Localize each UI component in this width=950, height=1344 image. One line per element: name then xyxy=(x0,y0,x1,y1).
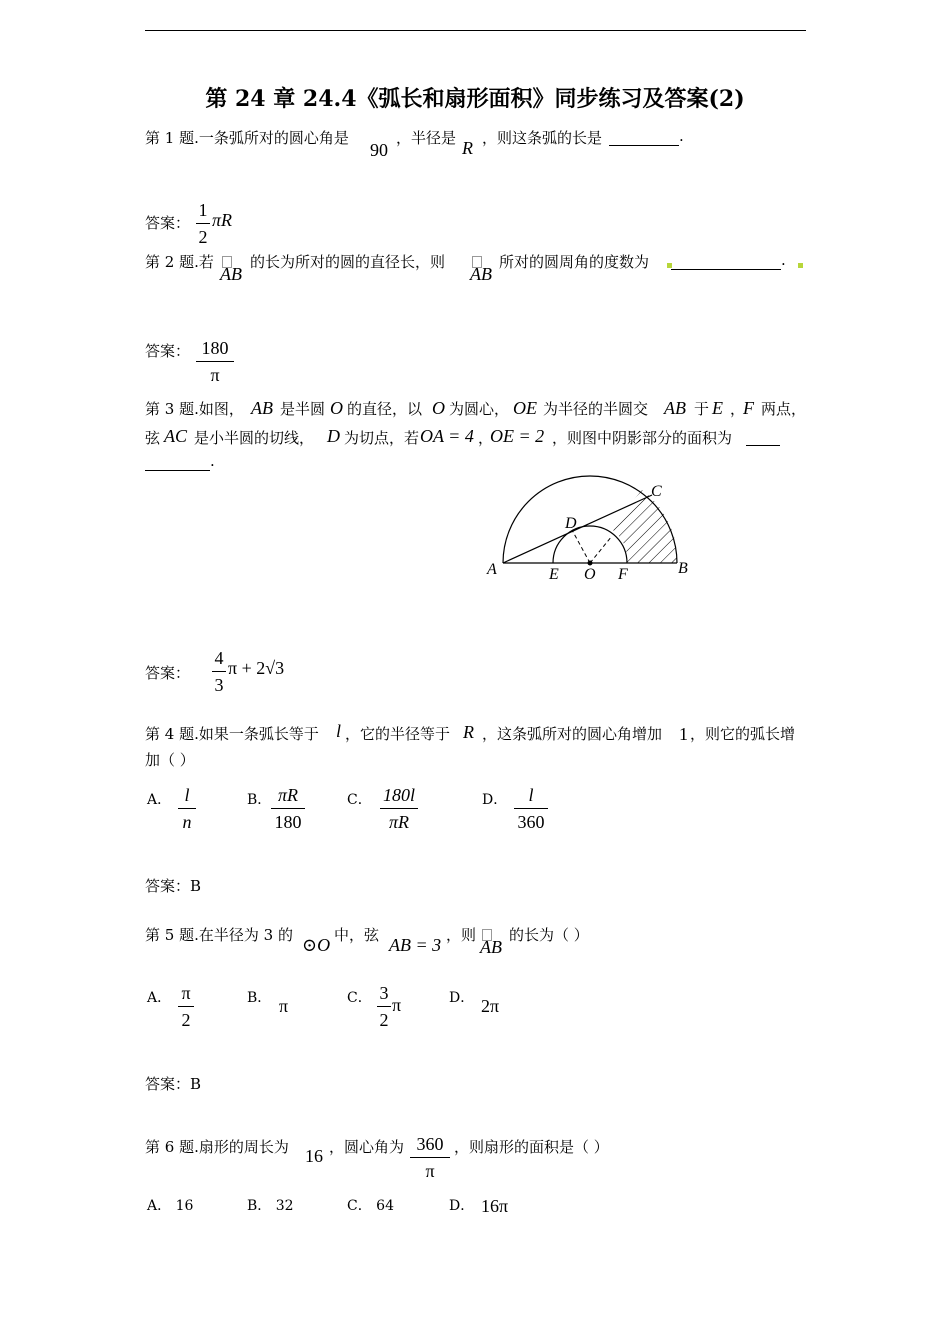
radius-od xyxy=(572,530,590,563)
label-d: D xyxy=(565,515,577,532)
q5-option-a-value: π 2 xyxy=(178,983,194,1030)
q4-label: 第 4 题. xyxy=(145,725,199,743)
q6-option-b[interactable]: B． 32 xyxy=(247,1198,294,1214)
center-o xyxy=(588,561,593,566)
marker-dot xyxy=(798,263,803,268)
q3-figure xyxy=(470,470,710,590)
q4-option-c[interactable]: C． xyxy=(347,792,372,808)
q3-label: 第 3 题. xyxy=(145,400,199,418)
q5-circle-o: ⊙O xyxy=(302,935,331,955)
header-rule xyxy=(145,30,806,31)
q3-answer-fraction: 4 3 xyxy=(212,648,226,695)
label-a: A xyxy=(487,561,497,578)
q1-answer-rest: πR xyxy=(212,210,233,230)
label-b: B xyxy=(678,560,688,577)
q4-option-c-value: 180l πR xyxy=(380,785,418,832)
q5-arc-ab: AB xyxy=(480,937,502,958)
q5-option-a[interactable]: A． xyxy=(147,990,172,1006)
q5-option-b[interactable]: B． xyxy=(247,990,272,1006)
dashed-line xyxy=(590,536,612,563)
q3-answer-label: 答案： xyxy=(145,664,191,682)
q5-label: 第 5 题. xyxy=(145,926,199,944)
q3-answer-rest: π + 2√3 xyxy=(228,658,285,678)
label-f: F xyxy=(618,566,628,583)
q1-answer-label: 答案： xyxy=(145,214,191,232)
q2-answer-fraction: 180 π xyxy=(196,338,234,385)
marker-dot xyxy=(667,263,672,268)
q6-label: 第 6 题. xyxy=(145,1138,199,1156)
q5-option-b-value: π xyxy=(279,996,289,1016)
question-1-text: 第 1 题.一条弧所对的圆心角是 xyxy=(145,129,349,147)
q3-blank-a[interactable] xyxy=(746,427,780,446)
q5-answer-label: 答案： xyxy=(145,1075,191,1093)
q2-answer-label: 答案： xyxy=(145,342,191,360)
q1-angle: 90 xyxy=(370,140,388,160)
q4-option-a-value: l n xyxy=(178,785,196,832)
label-c: C xyxy=(651,483,662,500)
q6-option-a[interactable]: A． 16 xyxy=(147,1198,194,1214)
q3-blank-b[interactable]: . xyxy=(145,452,215,471)
q1-answer-fraction: 1 2 xyxy=(196,200,210,247)
q6-perimeter: 16 xyxy=(305,1146,323,1166)
q5-option-d[interactable]: D． xyxy=(449,990,475,1006)
q4-option-b-value: πR 180 xyxy=(271,785,305,832)
q2-arc-ab: AB xyxy=(220,264,242,285)
q4-answer: B xyxy=(190,877,202,895)
q5-option-c-value: 3 2 xyxy=(377,983,391,1030)
q2-label: 第 2 题. xyxy=(145,253,199,271)
q4-answer-label: 答案： xyxy=(145,877,191,895)
q5-option-c[interactable]: C． xyxy=(347,990,372,1006)
q4-option-d-value: l 360 xyxy=(514,785,548,832)
q1-label: 第 1 题. xyxy=(145,129,199,147)
q6-option-d-value: 16π xyxy=(481,1196,509,1216)
q4-option-d[interactable]: D． xyxy=(482,792,508,808)
label-e: E xyxy=(549,566,559,583)
q2-arc-ab-2: AB xyxy=(470,264,492,285)
shaded-region xyxy=(610,490,677,563)
q5-answer: B xyxy=(190,1075,202,1093)
q6-option-d[interactable]: D． xyxy=(449,1198,475,1214)
page-title: 第 24 章 24.4《弧长和扇形面积》同步练习及答案(2) xyxy=(205,86,745,112)
q6-angle-fraction: 360 π xyxy=(410,1134,450,1181)
q4-option-b[interactable]: B． xyxy=(247,792,272,808)
q1-radius: R xyxy=(462,138,473,158)
q4-option-a[interactable]: A． xyxy=(147,792,172,808)
label-o: O xyxy=(584,566,596,583)
q5-option-d-value: 2π xyxy=(481,996,500,1016)
q2-blank[interactable]: . xyxy=(671,251,786,270)
q6-option-c[interactable]: C． 64 xyxy=(347,1198,394,1214)
q1-blank[interactable]: . xyxy=(609,127,684,146)
